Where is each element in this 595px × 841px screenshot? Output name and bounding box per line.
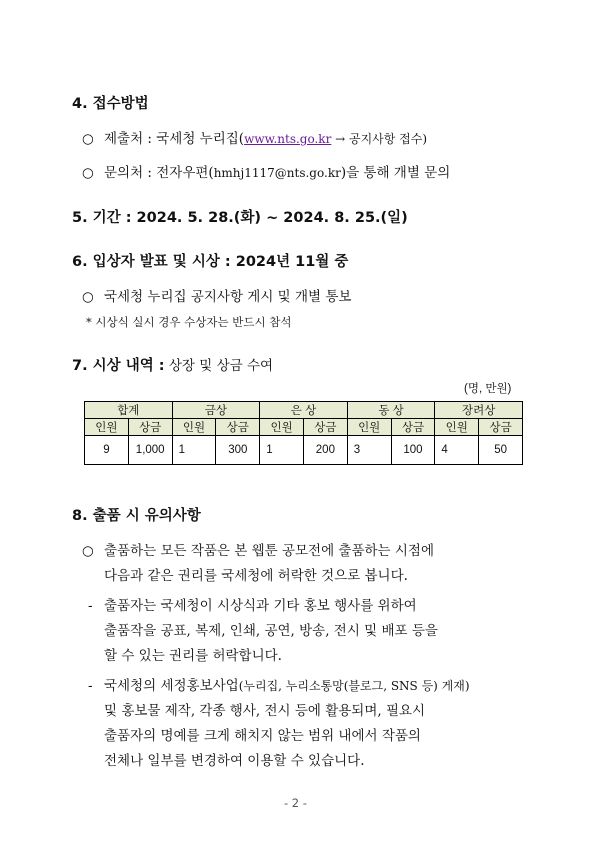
notice-3-line-1b: (누리집, 누리소통망(블로그, SNS 등) 게재) [238,679,470,693]
submission-tail: → 공지사항 접수) [331,132,428,146]
value-cell: 1 [172,436,216,465]
dash-bullet-icon: - [88,678,93,694]
notice-2-line-2: 출품작을 공표, 복제, 인쇄, 공연, 방송, 전시 및 배포 등을 [104,623,438,639]
group-gold: 금상 [172,402,260,419]
sub-header-cell: 상금 [303,419,347,436]
sub-header-cell: 인원 [347,419,391,436]
notice-paragraph-1 [82,539,434,559]
notice-2-line-1: 출품자는 국세청이 시상식과 기타 홍보 행사를 위하여 [104,598,417,614]
ceremony-note: * 시상식 실시 경우 수상자는 반드시 참석 [86,315,292,329]
sub-header-cell: 인원 [260,419,304,436]
inquiry-item [82,161,450,181]
value-cell: 100 [391,436,435,465]
notice-1-line-2: 다음과 같은 권리를 국세청에 허락한 것으로 봅니다. [104,568,408,584]
circle-bullet-icon: ○ [82,543,94,559]
inquiry-email: hmhj1117@nts.go.kr [213,166,341,180]
value-cell: 300 [216,436,260,465]
nts-website-link[interactable]: www.nts.go.kr [244,132,332,146]
group-bronze: 동 상 [347,402,435,419]
award-table [84,401,523,465]
sub-header-cell: 상금 [128,419,172,436]
notice-paragraph-2 [88,594,417,614]
notice-3-line-1a: 국세청의 세정홍보사업 [104,678,239,694]
notice-3-line-4: 전체나 일부를 변경하여 이용할 수 있습니다. [104,753,365,769]
group-encouragement: 장려상 [435,402,523,419]
circle-bullet-icon: ○ [82,289,94,305]
notice-paragraph-3 [88,674,470,694]
page-number: - 2 - [284,796,307,810]
value-cell: 200 [303,436,347,465]
value-cell: 1,000 [128,436,172,465]
inquiry-label: 문의처 : 전자우편( [104,165,214,181]
sub-header-cell: 인원 [85,419,129,436]
submission-item [82,127,427,147]
circle-bullet-icon: ○ [82,131,94,147]
section-7-heading-rest: 상장 및 상금 수여 [164,358,274,374]
value-cell: 4 [435,436,479,465]
notice-1-line-1: 출품하는 모든 작품은 본 웹툰 공모전에 출품하는 시점에 [104,543,434,559]
circle-bullet-icon: ○ [82,165,94,181]
dash-bullet-icon: - [88,598,93,614]
group-silver: 은 상 [260,402,348,419]
submission-label: 제출처 : 국세청 누리집( [104,131,245,147]
value-cell: 9 [85,436,129,465]
sub-header-cell: 상금 [216,419,260,436]
inquiry-tail: )을 통해 개별 문의 [340,165,451,181]
section-6-heading: 6. 입상자 발표 및 시상 : 2024년 11월 중 [72,254,349,270]
award-value-row [85,436,523,465]
section-5-heading: 5. 기간 : 2024. 5. 28.(화) ~ 2024. 8. 25.(일) [72,210,408,226]
section-8-heading: 8. 출품 시 유의사항 [72,508,201,524]
notice-2-line-3: 할 수 있는 권리를 허락합니다. [104,648,282,664]
section-7-heading [72,354,273,375]
section-7-heading-label: 7. 시상 내역 : [72,358,165,374]
section-4-heading: 4. 접수방법 [72,96,149,112]
value-cell: 50 [479,436,523,465]
sub-header-cell: 상금 [479,419,523,436]
announcement-text: 국세청 누리집 공지사항 게시 및 개별 통보 [104,289,352,305]
value-cell: 3 [347,436,391,465]
notice-3-line-2: 및 홍보물 제작, 각종 행사, 전시 등에 활용되며, 필요시 [104,703,426,719]
table-unit-label: (명, 만원) [464,383,512,395]
sub-header-cell: 상금 [391,419,435,436]
award-sub-header-row [85,419,523,436]
value-cell: 1 [260,436,304,465]
group-total: 합계 [85,402,173,419]
sub-header-cell: 인원 [172,419,216,436]
notice-3-line-3: 출품자의 명예를 크게 해치지 않는 범위 내에서 작품의 [104,728,421,744]
announcement-item [82,285,351,305]
sub-header-cell: 인원 [435,419,479,436]
award-group-row [85,402,523,419]
